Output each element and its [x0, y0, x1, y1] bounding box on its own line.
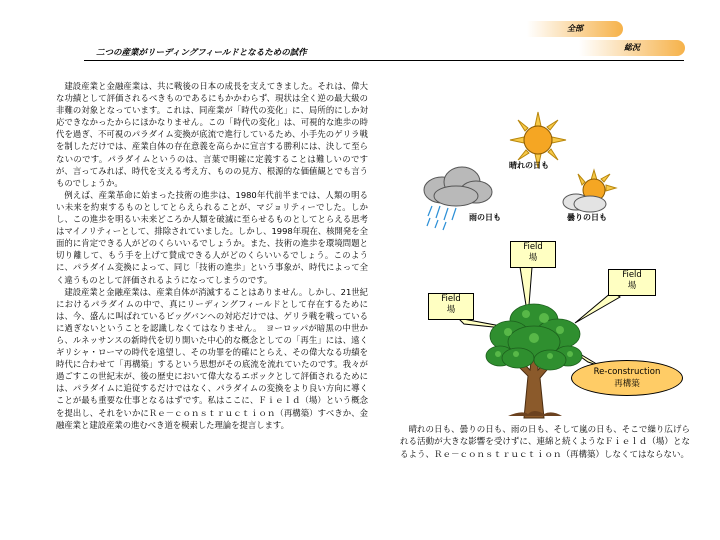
- reconstruction-label-en: Re-construction: [593, 367, 661, 377]
- reconstruction-label-jp: 再構築: [614, 379, 640, 389]
- field-label-en: Field: [622, 270, 642, 280]
- rainy-label: 雨の日も: [469, 213, 501, 222]
- body-paragraph: 例えば、産業革命に始まった技術の進歩は、1980年代前半までは、人類の明るい未来を約束するものとしてとらえられることが、マジョリティーでした。しかし、この進歩を明るい未来どころか人類を破滅に至らせるものとしてとらえる思考はマイノリティーとして、排除されていました。しかし、1998年現在、核開発を全面的に肯定できる人がどのくらいいるでしょうか。また、技術の進歩を環境問題と切り離して、もう手を上げて賛成できる人がどのくらいいるでしょう。このように、パラダイム変換によって、同じ「技術の進歩」という事象が、時代によって全く違うものとして評価されるようになってしまうのです。: [56, 189, 368, 285]
- field-label-jp: 場: [446, 305, 456, 315]
- field-bubble-top: [510, 241, 556, 268]
- field-label-jp: 場: [627, 281, 637, 291]
- cloudy-label: 曇りの日も: [567, 213, 607, 222]
- field-label-en: Field: [441, 294, 461, 304]
- tree-icon: [478, 298, 588, 420]
- field-label-en: Field: [523, 242, 543, 252]
- body-paragraph: 建設産業と金融産業は、共に戦後の日本の成長を支えてきました。それは、偉大な功績として評価されるべきものであるにもかかわらず、現状は全く逆の最大級の非難の対象となっています。これは、同産業が「時代の変化」に、局所的にしか対応できなかったからにほかなりません。この「時代の変化」は、可視的な進歩の時代を過ぎ、不可視のパラダイム変換が底流で進行しているため、小手先のゲリラ戦を制しただけでは、産業自体の存在意義を高らかに宣言する勝利には、決して至らないのです。パラダイムというのは、言葉で明確に定義することは難しいのですが、言ってみれば、時代を支える考え方、ものの見方、根源的な価値観とでも言うものでしょうか。: [56, 81, 368, 188]
- sunny-label: 晴れの日も: [509, 161, 549, 170]
- reconstruction-bubble: [571, 360, 683, 396]
- page-title: 二つの産業がリーディングフィールドとなるための試作: [96, 48, 307, 58]
- nav-tab-all[interactable]: 全部: [527, 21, 623, 37]
- field-bubble-left: [428, 293, 474, 320]
- body-paragraph: 建設産業と金融産業は、産業自体が消滅することはありません。しかし、21世紀におけるパラダイムの中で、真にリーディングフィールドとして存在するためには、今、盛んに叫ばれているビッグバンへの対応だけでは、ゲリラ戦を戦っているに過ぎないということを認識しなくてはなりません。 ヨーロッパが暗黒の中世から、ルネッサンスの新時代を切り開いた中心的な概念としての「再生」には、遠くギリシャ・ローマの時代を遠望し、その功罪を的確にとらえ、その偉大なる功績を時代に合わせて「再構築」するという思想がその底流を流れていたのです。我々が過ごすこの世紀末が、後の歴史において偉大なるエポックとして評価されるためには、パラダイムに追従するだけではなく、パラダイムの変換をより良い方向に導くことが最も重要な仕事となるはずです。私はここに、Ｆｉｅｌｄ（場）という概念を提出し、それをいかにＲｅ－ｃｏｎｓｔｒｕｃｔｉｏｎ（再構築）すべきか、金融産業と建設産業の進むべき道を模索した理論を提言します。: [56, 286, 368, 430]
- nav-tab-overview[interactable]: 総況: [579, 40, 685, 56]
- field-bubble-right: [608, 269, 656, 296]
- conclusion-text: 晴れの日も、曇りの日も、雨の日も、そして嵐の日も、そこで繰り広げられる活動が大きな影響を受けずに、連綿と続くようなＦｉｅｌｄ（場）となるよう、Ｒｅ－ｃｏｎｓｔｒｕｃｔｉｏｎ（再構築）しなくてはならない。: [400, 425, 690, 460]
- field-label-jp: 場: [528, 253, 538, 263]
